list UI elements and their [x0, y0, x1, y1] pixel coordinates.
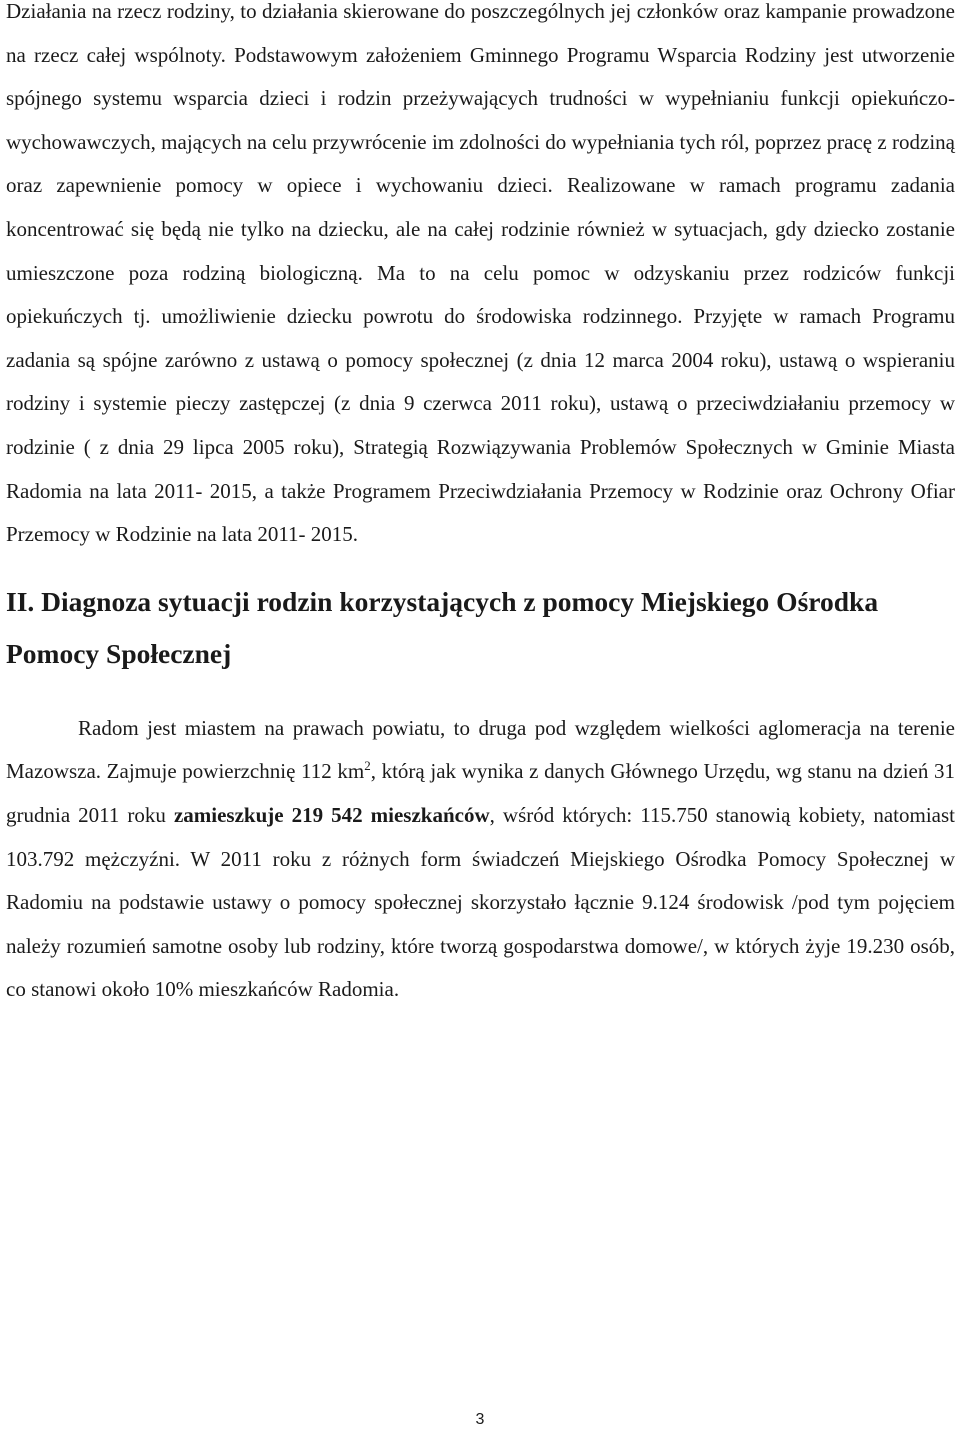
section-number: II.	[6, 585, 35, 617]
page-number: 3	[475, 1411, 485, 1428]
section-heading	[6, 576, 955, 680]
population-emphasis: zamieszkuje 219 542 mieszkańców	[173, 802, 490, 827]
paragraph-2-part-1: Radom jest miastem na prawach powiatu, to druga pod względem wielkości aglomeracja na terenie Mazowsza. Zajmuje powierzchnię 112 km	[6, 715, 955, 784]
paragraph-radom-diagnosis	[6, 707, 955, 1012]
document-page	[6, 0, 955, 1012]
area-unit-superscript: 2	[364, 758, 371, 774]
paragraph-family-support: Działania na rzecz rodziny, to działania skierowane do poszczególnych jej członków oraz kampanie prowadzone na rzecz całej wspólnoty. Podstawowym założeniem Gminnego Programu Wsparcia Rodziny jest utworzenie spójnego systemu wsparcia dzieci i rodzin przeżywających trudności w wypełnianiu funkcji opiekuńczo- wychowawczych, mających na celu przywrócenie im zdolności do wypełniania tych ról, poprzez pracę z rodziną oraz zapewnienie pomocy w opiece i wychowaniu dzieci. Realizowane w ramach programu zadania koncentrować się będą nie tylko na dziecku, ale na całej rodzinie również w sytuacjach, gdy dziecko zostanie umieszczone poza rodziną biologiczną. Ma to na celu pomoc w odzyskaniu przez rodziców funkcji opiekuńczych tj. umożliwienie dziecku powrotu do środowiska rodzinnego. Przyjęte w ramach Programu zadania są spójne zarówno z ustawą o pomocy społecznej (z dnia 12 marca 2004 roku), ustawą o wspieraniu rodziny i systemie pieczy zastępczej (z dnia 9 czerwca 2011 roku), ustawą o przeciwdziałaniu przemocy w rodzinie ( z dnia 29 lipca 2005 roku), Strategią Rozwiązywania Problemów Społecznych w Gminie Miasta Radomia na lata 2011- 2015, a także Programem Przeciwdziałania Przemocy w Rodzinie oraz Ochrony Ofiar Przemocy w Rodzinie na lata 2011- 2015.	[6, 0, 955, 547]
paragraph-2-part-3: , wśród których: 115.750 stanowią kobiety, natomiast 103.792 mężczyźni. W 2011 roku z różnych form świadczeń Miejskiego Ośrodka Pomocy Społecznej w Radomiu na podstawie ustawy o pomocy społecznej skorzystało łącznie 9.124 środowisk /pod tym pojęciem należy rozumień samotne osoby lub rodziny, które tworzą gospodarstwa domowe/, w których żyje 19.230 osób, co stanowi około 10% mieszkańców Radomia.	[6, 802, 955, 1002]
section-title: Diagnoza sytuacji rodzin korzystających z pomocy Miejskiego Ośrodka Pomocy Społecznej	[6, 585, 879, 669]
paragraph-2-part-2: , którą jak wynika z danych Głównego Urzędu, wg stanu na dzień 31 grudnia 2011 roku	[6, 759, 955, 827]
